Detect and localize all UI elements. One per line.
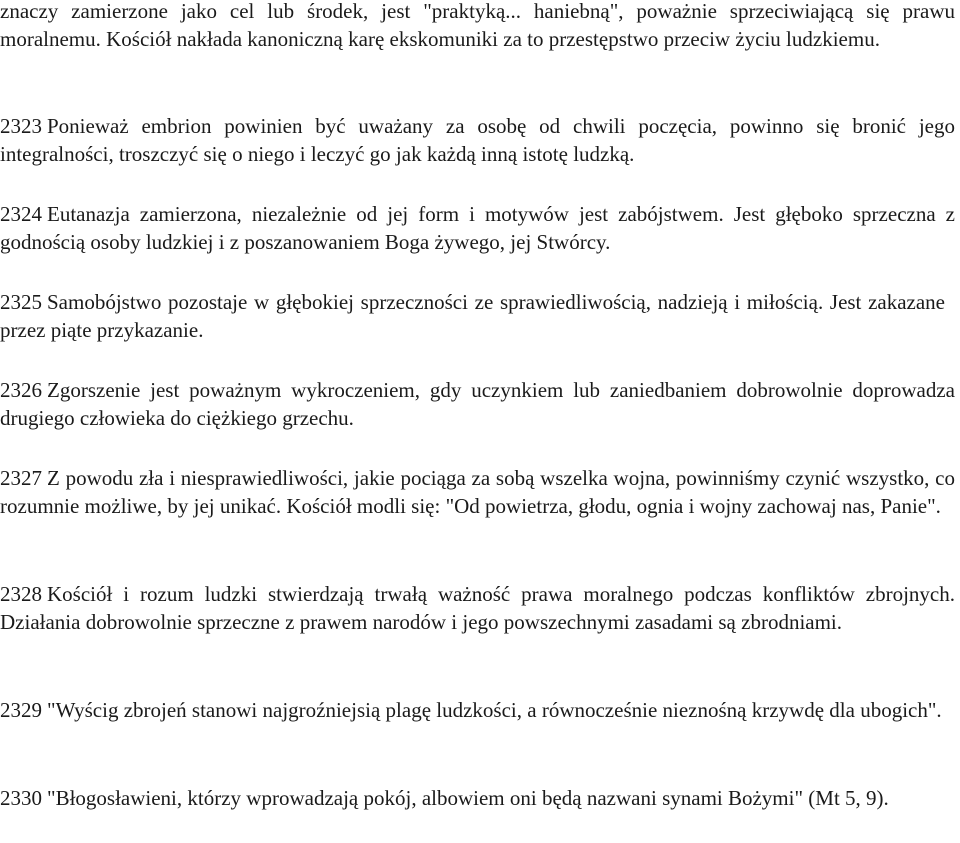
- paragraph-2324: [0, 200, 955, 256]
- paragraph-2330: [0, 784, 955, 812]
- paragraph-number: 2329: [0, 698, 42, 722]
- paragraph-text: Kościół i rozum ludzki stwierdzają trwałą ważność prawa moralnego podczas konfliktów zbrojnych. Działania dobrowolnie sprzeczne z prawem narodów i jego powszechnymi zasadami są zbrodniami.: [0, 582, 955, 635]
- paragraph-text: Ponieważ embrion powinien być uważany za osobę od chwili poczęcia, powinno się bronić jego integralności, troszczyć się o niego i leczyć go jak każdą inną istotę ludzką.: [0, 114, 955, 167]
- paragraph-number: 2324: [0, 202, 42, 226]
- paragraph-text: "Wyścig zbrojeń stanowi najgroźniejsią plagę ludzkości, a równocześnie nieznośną krzywdę dla ubogich".: [47, 698, 942, 722]
- paragraph-2323: [0, 112, 955, 168]
- paragraph-number: 2323: [0, 114, 42, 138]
- intro-paragraph: [0, 0, 955, 53]
- paragraph-number: 2330: [0, 786, 42, 810]
- paragraph-2326: [0, 376, 955, 432]
- paragraph-2325: [0, 288, 945, 344]
- paragraph-2328: [0, 580, 955, 636]
- paragraph-number: 2326: [0, 378, 42, 402]
- paragraph-number: 2328: [0, 582, 42, 606]
- paragraph-number: 2325: [0, 290, 42, 314]
- paragraph-number: 2327: [0, 466, 42, 490]
- paragraph-text: "Błogosławieni, którzy wprowadzają pokój, albowiem oni będą nazwani synami Bożymi" (Mt 5, 9).: [47, 786, 889, 810]
- paragraph-text: Eutanazja zamierzona, niezależnie od jej form i motywów jest zabójstwem. Jest głęboko sprzeczna z godnością osoby ludzkiej i z poszanowaniem Boga żywego, jej Stwórcy.: [0, 202, 955, 255]
- paragraph-2327: [0, 464, 955, 520]
- paragraph-text: Zgorszenie jest poważnym wykroczeniem, gdy uczynkiem lub zaniedbaniem dobrowolnie doprowadza drugiego człowieka do ciężkiego grzechu.: [0, 378, 955, 431]
- paragraph-2329: [0, 696, 955, 724]
- paragraph-text: Samobójstwo pozostaje w głębokiej sprzeczności ze sprawiedliwością, nadzieją i miłością. Jest zakazane przez piąte przykazanie.: [0, 290, 945, 343]
- paragraph-text: Z powodu zła i niesprawiedliwości, jakie pociąga za sobą wszelka wojna, powinniśmy czynić wszystko, co rozumnie możliwe, by jej unikać. Kościół modli się: "Od powietrza, głodu, ognia i wojny zachowaj nas, Panie".: [0, 466, 955, 519]
- intro-text: znaczy zamierzone jako cel lub środek, jest "praktyką... haniebną", poważnie sprzeciwiającą się prawu moralnemu. Kościół nakłada kanoniczną karę ekskomuniki za to przestępstwo przeciw życiu ludzkiemu.: [0, 0, 955, 52]
